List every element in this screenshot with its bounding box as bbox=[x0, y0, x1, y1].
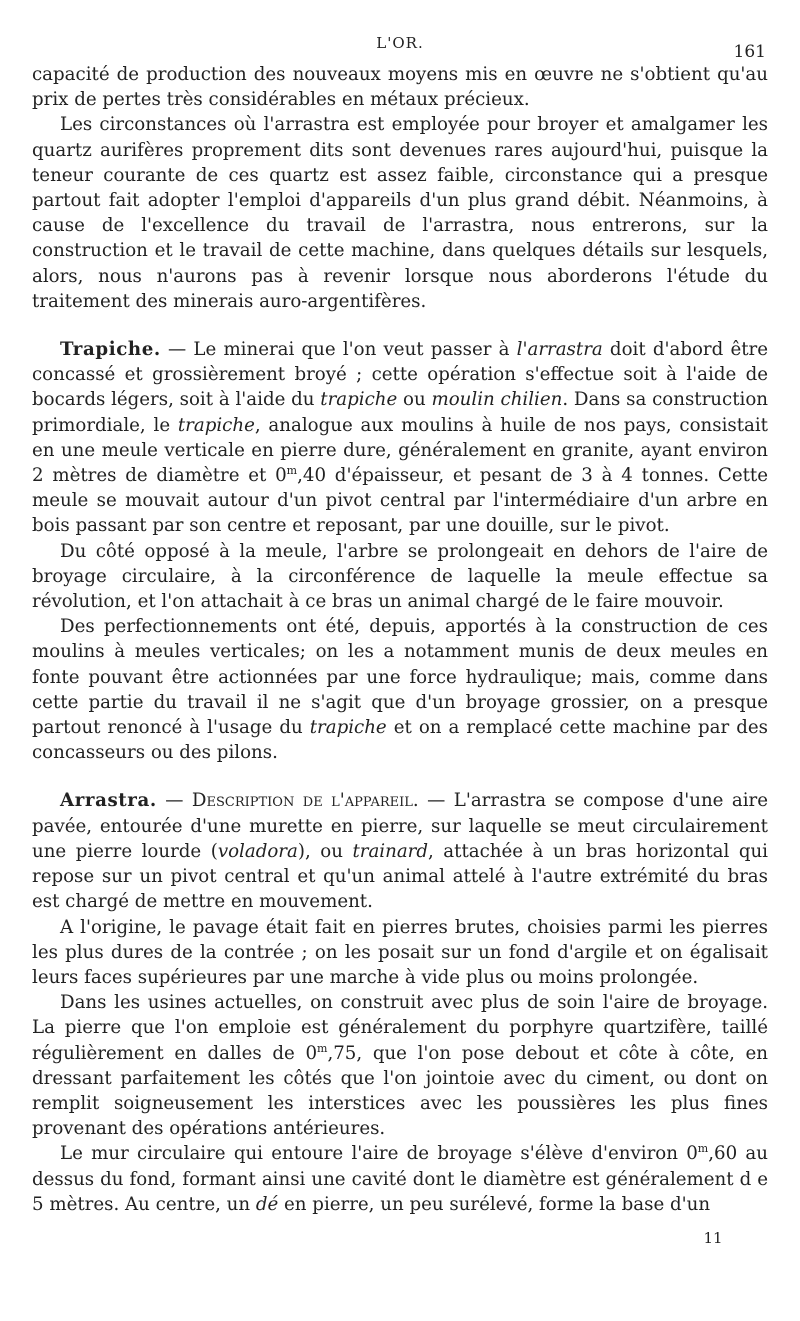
paragraph-trapiche-intro: Trapiche. — Le minerai que l'on veut passer à l'arrastra doit d'abord être concassé et grossièrement broyé ; cette opération s'effectue soit à l'aide de bocards légers, soit à l'aide du trapiche ou moulin chilien. Dans sa construction primordiale, le trapiche, analogue aux moulins à huile de nos pays, consistait en une meule verticale en pierre dure, généralement en granite, ayant environ 2 mètres de diamètre et 0$^m$,40 d'épaisseur, et pesant de 3 à 4 tonnes. Cette meule se mouvait autour d'un pivot central par l'intermédiaire d'un arbre en bois passant par son centre et reposant, par une douille, sur le pivot. bbox=[32, 339, 768, 537]
paragraph-trapiche-arm: Du côté opposé à la meule, l'arbre se prolongeait en dehors de l'aire de broyage circulaire, à la circonférence de laquelle la meule effectue sa révolution, et l'on attachait à ce bras un animal chargé de le faire mouvoir. bbox=[32, 540, 768, 613]
paragraph-trapiche-improvements: Des perfectionnements ont été, depuis, apportés à la construction de ces moulins à meules verticales; on les a notamment munis de deux meules en fonte pouvant être actionnées par une force hydraulique; mais, comme dans cette partie du travail il ne s'agit que d'un broyage grossier, on a presque partout renoncé à l'usage du trapiche et on a remplacé cette machine par des concasseurs ou des pilons. bbox=[32, 616, 768, 764]
page-number: 161 bbox=[733, 42, 766, 62]
paragraph-arrastra-modern: Dans les usines actuelles, on construit avec plus de soin l'aire de broyage. La pierre que l'on emploie est généralement du porphyre quartzifère, taillé régulièrement en dalles de 0$^m$,75, que l'on pose debout et côte à côte, en dressant parfaitement les côtés que l'on jointoie avec du ciment, ou dont on remplit soigneusement les interstices avec les poussières les plus fines provenant des opérations antérieures. bbox=[32, 992, 768, 1140]
running-header bbox=[32, 34, 768, 62]
paragraph-arrastra-wall: Le mur circulaire qui entoure l'aire de broyage s'élève d'environ 0$^m$,60 au dessus du fond, formant ainsi une cavité dont le diamètre est généralement d e 5 mètres. Au centre, un dé en pierre, un peu surélevé, forme la base d'un bbox=[32, 1142, 768, 1215]
running-title: L'OR. bbox=[376, 34, 424, 52]
subheading-description: Description de l'appareil. bbox=[191, 790, 419, 812]
section-heading-arrastra: Arrastra. bbox=[60, 790, 157, 812]
paragraph-arrastra-description: Arrastra. — Description de l'appareil. — L'arrastra se compose d'une aire pavée, entourée d'une murette en pierre, sur laquelle se meut circulairement une pierre lourde (voladora), ou trainard, attachée à un bras horizontal qui repose sur un pivot central et qu'un animal attelé à l'autre extrémité du bras est chargé de mettre en mouvement. bbox=[32, 790, 769, 913]
signature-mark: 11 bbox=[703, 1229, 723, 1247]
paragraph-continuation: capacité de production des nouveaux moyens mis en œuvre ne s'obtient qu'au prix de pertes très considérables en métaux précieux. bbox=[32, 64, 768, 111]
book-page bbox=[32, 34, 768, 1217]
paragraph-arrastra-origin: A l'origine, le pavage était fait en pierres brutes, choisies parmi les pierres les plus dures de la contrée ; on les posait sur un fond d'argile et on égalisait leurs faces supérieures par une marche à vide plus ou moins prolongée. bbox=[32, 916, 768, 988]
paragraph-arrastra-usage: Les circonstances où l'arrastra est employée pour broyer et amalgamer les quartz aurifères proprement dits sont devenues rares aujourd'hui, puisque la teneur courante de ces quartz est assez faible, circonstance qui a presque partout fait adopter l'emploi d'appareils d'un plus grand débit. Néanmoins, à cause de l'excellence du travail de l'arrastra, nous entrerons, sur la construction et le travail de cette machine, dans quelques détails sur lesquels, alors, nous n'aurons pas à revenir lorsque nous aborderons l'étude du traitement des minerais auro-argentifères. bbox=[32, 114, 768, 312]
section-heading-trapiche: Trapiche. bbox=[60, 339, 161, 361]
body-text bbox=[32, 62, 768, 1217]
